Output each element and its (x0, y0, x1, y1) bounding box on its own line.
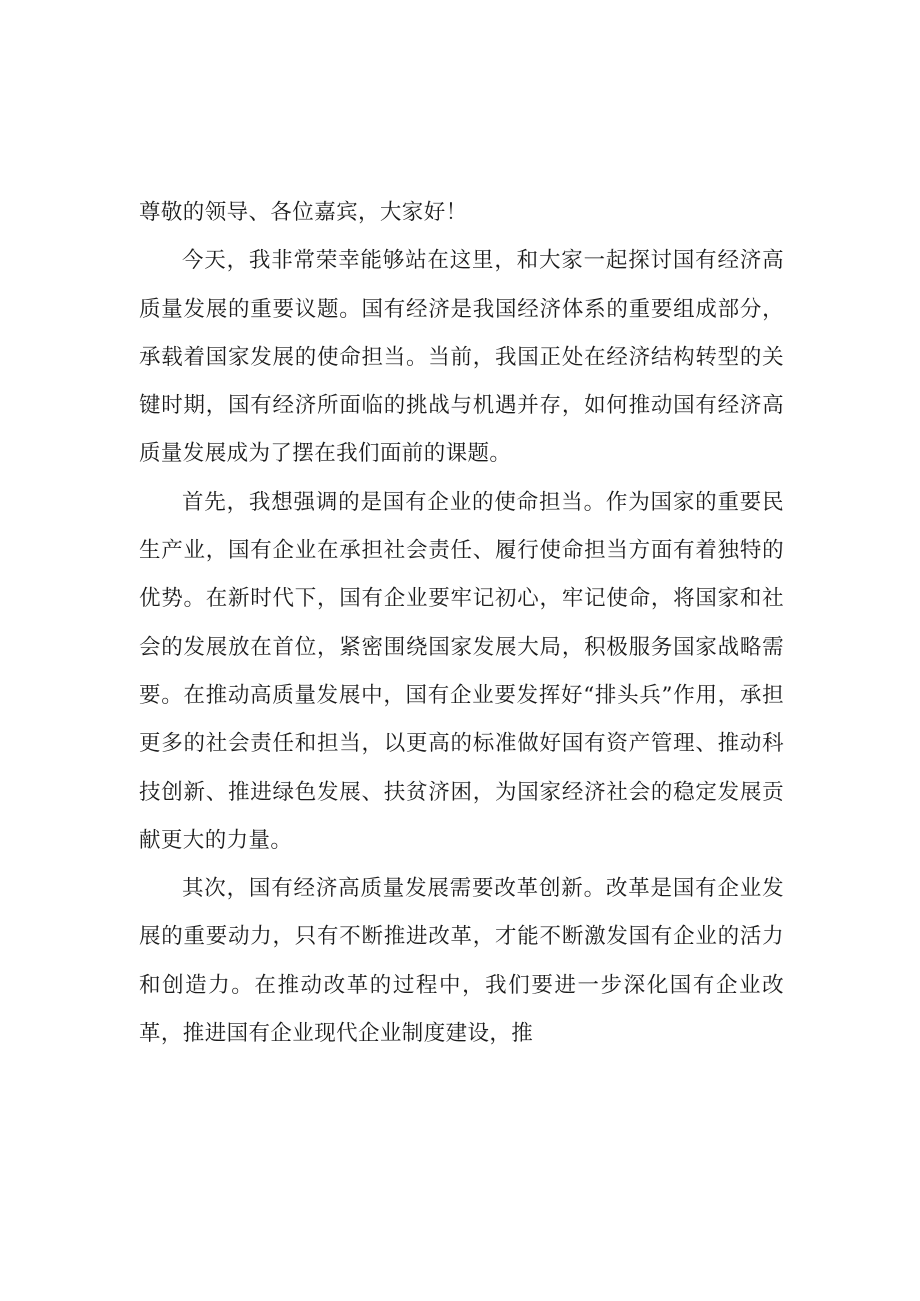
paragraph-mission: 首先，我想强调的是国有企业的使命担当。作为国家的重要民生产业，国有企业在承担社会责任、履行使命担当方面有着独特的优势。在新时代下，国有企业要牢记初心，牢记使命，将国家和社会的发展放在首位，紧密围绕国家发展大局，积极服务国家战略需要。在推动高质量发展中，国有企业要发挥好“排头兵”作用，承担更多的社会责任和担当，以更高的标准做好国有资产管理、推动科技创新、推进绿色发展、扶贫济困，为国家经济社会的稳定发展贡献更大的力量。 (139, 489, 784, 853)
paragraph-opening: 今天，我非常荣幸能够站在这里，和大家一起探讨国有经济高质量发展的重要议题。国有经济是我国经济体系的重要组成部分，承载着国家发展的使命担当。当前，我国正处在经济结构转型的关键时期，国有经济所面临的挑战与机遇并存，如何推动国有经济高质量发展成为了摆在我们面前的课题。 (139, 248, 784, 467)
salutation: 尊敬的领导、各位嘉宾，大家好！ (139, 200, 468, 225)
speech-body (139, 189, 784, 1058)
paragraph-reform: 其次，国有经济高质量发展需要改革创新。改革是国有企业发展的重要动力，只有不断推进改革，才能不断激发国有企业的活力和创造力。在推动改革的过程中，我们要进一步深化国有企业改革，推进国有企业现代企业制度建设，推 (139, 876, 784, 1047)
